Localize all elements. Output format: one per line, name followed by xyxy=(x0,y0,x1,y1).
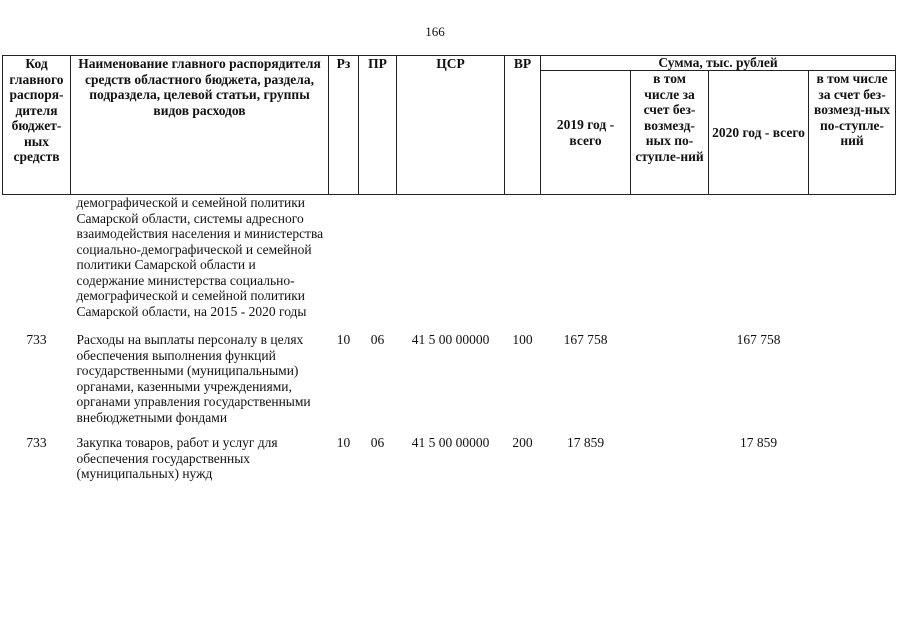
header-code: Код главного распоря-дителя бюджет-ных средств xyxy=(3,56,71,195)
row-2019-total: 167 758 xyxy=(563,332,608,347)
row-2020-total: 17 859 xyxy=(739,435,778,450)
row-csr: 41 5 00 00000 xyxy=(411,332,490,347)
table-row xyxy=(3,425,896,482)
header-2019-total: 2019 год - всего xyxy=(541,71,631,195)
row-2019-total xyxy=(541,195,631,320)
row-rz: 10 xyxy=(336,435,351,450)
table-body xyxy=(3,195,896,482)
budget-table xyxy=(2,55,896,482)
header-pr: ПР xyxy=(359,56,397,195)
table-header xyxy=(3,56,896,195)
row-pr: 06 xyxy=(370,332,385,347)
row-pr: 06 xyxy=(370,435,385,450)
row-pr xyxy=(359,195,397,320)
row-rz: 10 xyxy=(336,332,351,347)
row-2020-total xyxy=(709,195,809,320)
header-2020-free: в том числе за счет без-возмезд-ных по-ступле-ний xyxy=(809,71,896,195)
row-vr: 200 xyxy=(512,435,533,450)
row-2019-free xyxy=(631,195,709,320)
row-csr xyxy=(397,195,505,320)
page-number: 166 xyxy=(425,24,445,39)
table-row xyxy=(3,319,896,425)
row-2020-free xyxy=(809,195,896,320)
row-vr xyxy=(505,195,541,320)
row-csr: 41 5 00 00000 xyxy=(411,435,490,450)
row-name: Закупка товаров, работ и услуг для обеспечения государственных (муниципальных) нужд xyxy=(76,435,278,481)
header-rz: Рз xyxy=(329,56,359,195)
row-rz xyxy=(329,195,359,320)
row-code: 733 xyxy=(26,435,47,450)
header-name: Наименование главного распорядителя средств областного бюджета, раздела, подраздела, целевой статьи, группы видов расходов xyxy=(71,56,329,195)
row-vr: 100 xyxy=(512,332,533,347)
row-2020-free xyxy=(809,425,896,482)
header-2019-free: в том числе за счет без-возмезд-ных по-ступле-ний xyxy=(631,71,709,195)
row-code xyxy=(3,195,71,320)
header-sum: Сумма, тыс. рублей xyxy=(541,56,896,71)
header-2020-total: 2020 год - всего xyxy=(709,71,809,195)
header-vr: ВР xyxy=(505,56,541,195)
row-2020-total: 167 758 xyxy=(736,332,781,347)
row-2019-free xyxy=(631,425,709,482)
row-code: 733 xyxy=(26,332,47,347)
header-csr: ЦСР xyxy=(397,56,505,195)
table-row xyxy=(3,195,896,320)
row-name: демографической и семейной политики Самарской области, системы адресного взаимодействия населения и министерства социально-демографической и семейной политики Самарской области и содержание министерства социально-демографической и семейной политики Самарской области, на 2015 - 2020 годы xyxy=(76,195,324,319)
row-2020-free xyxy=(809,319,896,425)
row-name: Расходы на выплаты персоналу в целях обеспечения выполнения функций государственными (муниципальными) органами, казенными учреждениями, органами управления государственными внебюджетными фондами xyxy=(76,332,311,425)
row-2019-total: 17 859 xyxy=(566,435,605,450)
row-2019-free xyxy=(631,319,709,425)
